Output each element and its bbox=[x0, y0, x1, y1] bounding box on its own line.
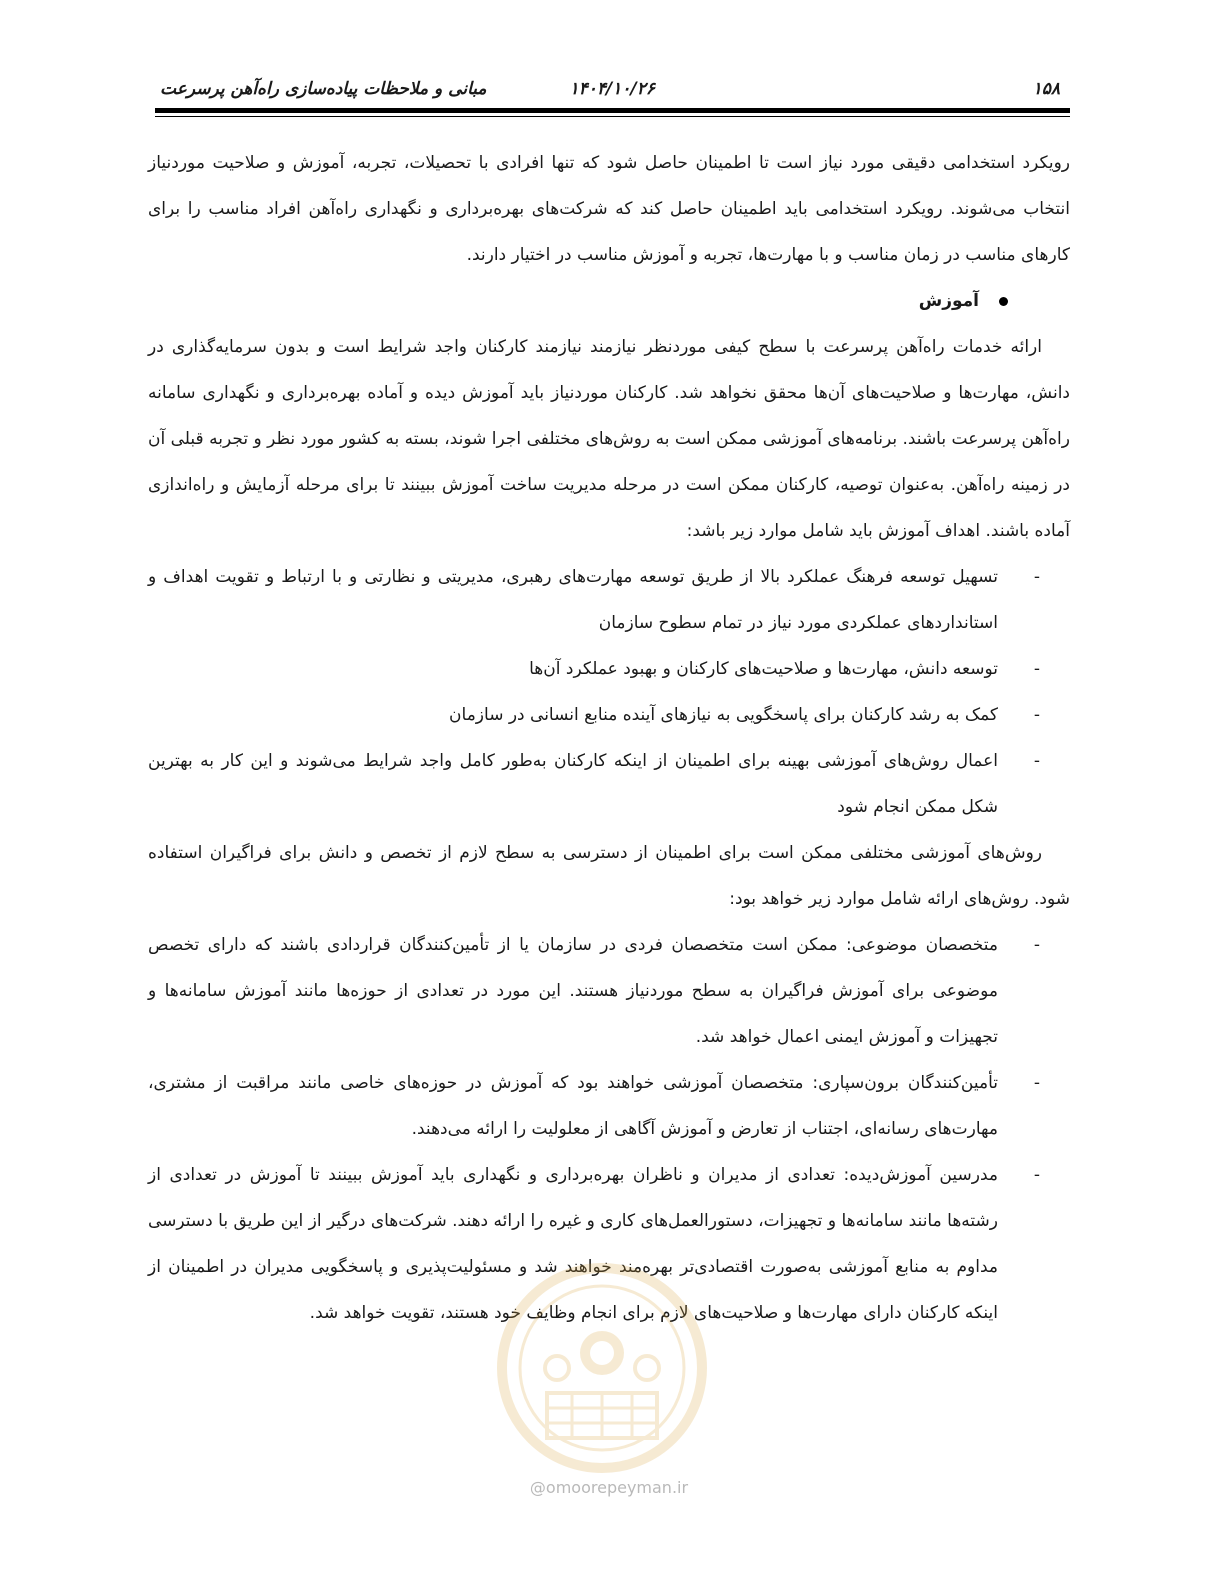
list-item bbox=[148, 922, 1070, 1060]
header-rule-thick bbox=[155, 108, 1070, 113]
dash-icon: - bbox=[1033, 705, 1040, 725]
section-heading bbox=[148, 278, 1070, 324]
list-item bbox=[148, 646, 1070, 692]
page-body bbox=[148, 140, 1070, 1336]
goals-list bbox=[148, 554, 1070, 830]
dash-icon: - bbox=[1033, 751, 1040, 771]
methods-list bbox=[148, 922, 1070, 1336]
header-rule-thin bbox=[155, 116, 1070, 117]
bullet-icon bbox=[999, 297, 1008, 306]
dash-icon: - bbox=[1033, 1073, 1040, 1093]
list-item bbox=[148, 554, 1070, 646]
list-item bbox=[148, 1060, 1070, 1152]
list-item-text: تسهیل توسعه فرهنگ عملکرد بالا از طریق توسعه مهارت‌های رهبری، مدیریتی و نظارتی و با ارتباط و تقویت اهداف و استانداردهای عملکردی مورد نیاز در تمام سطوح سازمان bbox=[148, 567, 998, 633]
intro-paragraph: رویکرد استخدامی دقیقی مورد نیاز است تا اطمینان حاصل شود که تنها افرادی با تحصیلات، تجربه، آموزش و صلاحیت موردنیاز انتخاب می‌شوند. رویکرد استخدامی باید اطمینان حاصل کند که شرکت‌های بهره‌برداری و نگهداری راه‌آهن افراد مناسب را برای کارهای مناسب در زمان مناسب و با مهارت‌ها، تجربه و آموزش مناسب در اختیار دارند. bbox=[148, 153, 1070, 265]
dash-icon: - bbox=[1033, 659, 1040, 679]
watermark-url: @omoorepeyman.ir bbox=[529, 1478, 689, 1497]
list-item-text: متخصصان موضوعی: ممکن است متخصصان فردی در سازمان یا از تأمین‌کنندگان قراردادی باشند که دارای تخصص موضوعی برای آموزش فراگیران به سطح موردنیاز هستند. این مورد در تعدادی از حوزه‌ها مانند آموزش سامانه‌ها و تجهیزات و آموزش ایمنی اعمال خواهد شد. bbox=[148, 935, 998, 1047]
list-item-text: مدرسین آموزش‌دیده: تعدادی از مدیران و ناظران بهره‌برداری و نگهداری باید آموزش ببینند تا آموزش در تعدادی از رشته‌ها مانند سامانه‌ها و تجهیزات، دستورالعمل‌های کاری و غیره را ارائه دهند. شرکت‌های درگیر از این طریق با دسترسی مداوم به منابع آموزشی به‌صورت اقتصادی‌تر بهره‌مند خواهند شد و مسئولیت‌پذیری و پاسخگویی مدیران در اطمینان از اینکه کارکنان دارای مهارت‌ها و صلاحیت‌های لازم برای انجام وظایف خود هستند، تقویت خواهد شد. bbox=[148, 1165, 998, 1323]
header-date: ۱۴۰۴/۱۰/۲۶ bbox=[569, 79, 655, 99]
section-heading-text: آموزش bbox=[918, 291, 979, 311]
book-title: مبانی و ملاحظات پیاده‌سازی راه‌آهن پرسرعت bbox=[160, 79, 487, 99]
list-item-text: تأمین‌کنندگان برون‌سپاری: متخصصان آموزشی خواهند بود که آموزش در حوزه‌های خاصی مانند مراقبت از مشتری، مهارت‌های رسانه‌ای، اجتناب از تعارض و آموزش آگاهی از معلولیت را ارائه می‌دهند. bbox=[148, 1073, 998, 1139]
list-item-text: توسعه دانش، مهارت‌ها و صلاحیت‌های کارکنان و بهبود عملکرد آن‌ها bbox=[529, 659, 998, 679]
methods-paragraph: روش‌های آموزشی مختلفی ممکن است برای اطمینان از دسترسی به سطح لازم از تخصص و دانش برای فراگیران استفاده شود. روش‌های ارائه شامل موارد زیر خواهد بود: bbox=[148, 843, 1070, 909]
list-item bbox=[148, 692, 1070, 738]
page-header bbox=[155, 74, 1070, 104]
list-item-text: اعمال روش‌های آموزشی بهینه برای اطمینان از اینکه کارکنان به‌طور کامل واجد شرایط می‌شوند و این کار به بهترین شکل ممکن انجام شود bbox=[148, 751, 998, 817]
training-paragraph: ارائه خدمات راه‌آهن پرسرعت با سطح کیفی موردنظر نیازمند نیازمند کارکنان واجد شرایط است و بدون سرمایه‌گذاری در دانش، مهارت‌ها و صلاحیت‌های آن‌ها محقق نخواهد شد. کارکنان موردنیاز باید آموزش دیده و آماده بهره‌برداری و نگهداری سامانه راه‌آهن پرسرعت باشند. برنامه‌های آموزشی ممکن است به روش‌های مختلفی اجرا شوند، بسته به کشور مورد نظر و تجربه قبلی آن در زمینه راه‌آهن. به‌عنوان توصیه، کارکنان ممکن است در مرحله مدیریت ساخت آموزش ببینند تا برای مرحله آزمایش و راه‌اندازی آماده باشند. اهداف آموزش باید شامل موارد زیر باشد: bbox=[148, 337, 1070, 541]
page-number: ۱۵۸ bbox=[1032, 79, 1060, 99]
list-item bbox=[148, 738, 1070, 830]
dash-icon: - bbox=[1033, 935, 1040, 955]
dash-icon: - bbox=[1033, 1165, 1040, 1185]
dash-icon: - bbox=[1033, 567, 1040, 587]
list-item bbox=[148, 1152, 1070, 1336]
list-item-text: کمک به رشد کارکنان برای پاسخگویی به نیازهای آینده منابع انسانی در سازمان bbox=[449, 705, 998, 725]
